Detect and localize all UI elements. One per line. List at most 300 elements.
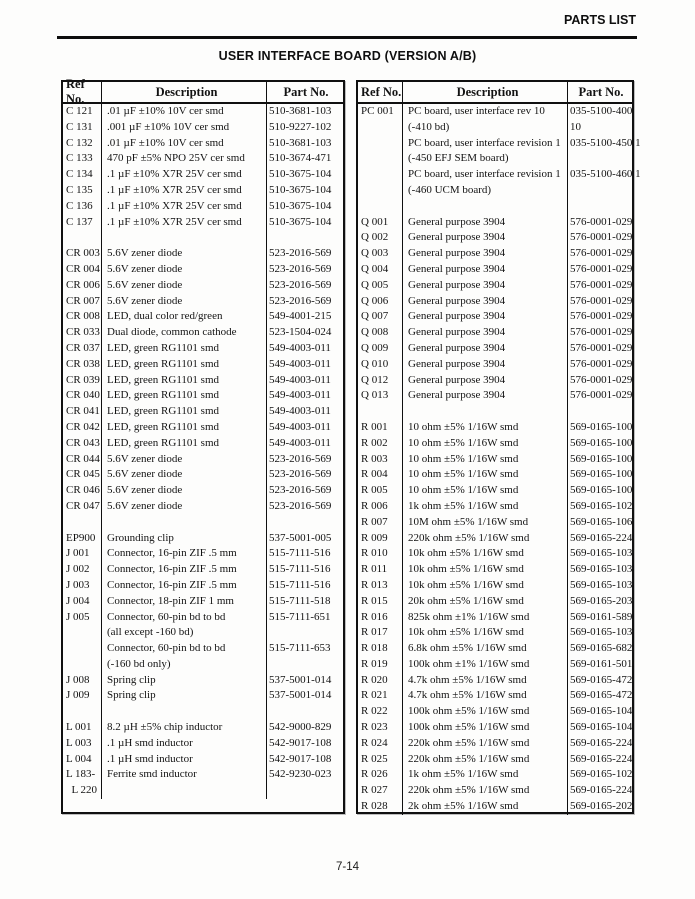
ref-cell: Q 006 bbox=[361, 294, 389, 307]
table-row bbox=[63, 183, 343, 199]
part-cell: 523-2016-569 bbox=[266, 452, 343, 468]
description-cell: General purpose 3904 bbox=[402, 325, 567, 341]
ref-cell: Q 009 bbox=[361, 341, 389, 354]
part-cell: 576-0001-029 bbox=[567, 309, 632, 325]
column-header-ref: Ref No. bbox=[66, 77, 85, 106]
table-body bbox=[63, 104, 343, 799]
ref-cell: R 010 bbox=[361, 547, 388, 560]
table-row bbox=[63, 420, 343, 436]
table-row bbox=[358, 720, 632, 736]
description-cell: 220k ohm ±5% 1/16W smd bbox=[402, 736, 567, 752]
ref-cell bbox=[358, 183, 402, 199]
ref-cell: L 220 bbox=[71, 784, 97, 797]
table-row bbox=[63, 104, 343, 120]
table-row bbox=[358, 199, 632, 215]
part-cell: 515-7111-516 bbox=[266, 546, 343, 562]
description-cell: LED, green RG1101 smd bbox=[101, 420, 266, 436]
ref-cell: Q 005 bbox=[361, 278, 389, 291]
table-row bbox=[358, 546, 632, 562]
table-row bbox=[358, 357, 632, 373]
part-cell: 569-0161-589 bbox=[567, 610, 632, 626]
ref-cell: R 019 bbox=[361, 657, 388, 670]
header-rule bbox=[57, 36, 637, 39]
part-cell: 569-0165-104 bbox=[567, 720, 632, 736]
description-cell: LED, green RG1101 smd bbox=[101, 436, 266, 452]
description-cell: LED, dual color red/green bbox=[101, 309, 266, 325]
description-cell: (-160 bd only) bbox=[101, 657, 266, 673]
ref-cell bbox=[358, 151, 402, 167]
description-cell: LED, green RG1101 smd bbox=[101, 341, 266, 357]
ref-cell: CR 037 bbox=[66, 341, 100, 354]
ref-cell: CR 044 bbox=[66, 452, 100, 465]
ref-cell: Q 001 bbox=[361, 215, 389, 228]
description-cell: 20k ohm ±5% 1/16W smd bbox=[402, 594, 567, 610]
part-cell: 537-5001-005 bbox=[266, 531, 343, 547]
table-row bbox=[63, 278, 343, 294]
description-cell: General purpose 3904 bbox=[402, 341, 567, 357]
part-cell: 569-0165-682 bbox=[567, 641, 632, 657]
description-cell: General purpose 3904 bbox=[402, 294, 567, 310]
description-cell: Spring clip bbox=[101, 688, 266, 704]
part-cell: 569-0165-100 bbox=[567, 467, 632, 483]
description-cell: 10k ohm ±5% 1/16W smd bbox=[402, 625, 567, 641]
part-cell: 542-9230-023 bbox=[266, 767, 343, 783]
part-cell: 515-7111-516 bbox=[266, 578, 343, 594]
table-row bbox=[63, 341, 343, 357]
table-row bbox=[63, 641, 343, 657]
column-header-description: Description bbox=[101, 82, 266, 102]
description-cell: .01 µF ±10% 10V cer smd bbox=[101, 104, 266, 120]
description-cell: 10 ohm ±5% 1/16W smd bbox=[402, 467, 567, 483]
part-cell: 510-3675-104 bbox=[266, 183, 343, 199]
part-cell: 569-0165-102 bbox=[567, 499, 632, 515]
description-cell: Connector, 16-pin ZIF .5 mm bbox=[101, 546, 266, 562]
ref-cell: R 007 bbox=[361, 515, 388, 528]
description-cell: 1k ohm ±5% 1/16W smd bbox=[402, 767, 567, 783]
ref-cell: C 121 bbox=[66, 105, 93, 117]
description-cell: 4.7k ohm ±5% 1/16W smd bbox=[402, 673, 567, 689]
description-cell: 2k ohm ±5% 1/16W smd bbox=[402, 799, 567, 815]
description-cell: General purpose 3904 bbox=[402, 309, 567, 325]
ref-cell: CR 046 bbox=[66, 484, 100, 497]
description-cell: 8.2 µH ±5% chip inductor bbox=[101, 720, 266, 736]
ref-cell bbox=[358, 120, 402, 136]
description-cell: 1k ohm ±5% 1/16W smd bbox=[402, 499, 567, 515]
table-row bbox=[63, 215, 343, 231]
part-cell: 523-2016-569 bbox=[266, 483, 343, 499]
ref-cell: C 133 bbox=[66, 152, 93, 165]
description-cell: General purpose 3904 bbox=[402, 230, 567, 246]
table-header-row bbox=[63, 77, 343, 106]
description-cell bbox=[402, 199, 567, 215]
table-row bbox=[63, 167, 343, 183]
page-number: 7-14 bbox=[335, 861, 360, 873]
table-row bbox=[63, 499, 343, 515]
ref-cell: R 025 bbox=[361, 752, 388, 765]
table-row bbox=[358, 167, 641, 183]
description-cell: General purpose 3904 bbox=[402, 262, 567, 278]
table-row bbox=[63, 531, 343, 547]
part-cell: 576-0001-029 bbox=[567, 341, 632, 357]
part-cell bbox=[266, 625, 343, 641]
table-row bbox=[63, 704, 343, 720]
ref-cell: J 004 bbox=[66, 594, 90, 607]
ref-cell: R 006 bbox=[361, 499, 388, 512]
table-row bbox=[358, 736, 632, 752]
ref-cell: C 137 bbox=[66, 215, 93, 228]
description-cell: .1 µF ±10% X7R 25V cer smd bbox=[101, 183, 266, 199]
part-cell: 515-7111-651 bbox=[266, 610, 343, 626]
ref-cell: L 004 bbox=[66, 752, 92, 765]
table-row bbox=[63, 720, 343, 736]
ref-cell: Q 013 bbox=[361, 389, 389, 402]
table-row bbox=[358, 752, 632, 768]
description-cell: 470 pF ±5% NPO 25V cer smd bbox=[101, 151, 266, 167]
description-cell: PC board, user interface rev 10 bbox=[402, 104, 567, 120]
part-cell: 510-3675-104 bbox=[266, 167, 343, 183]
ref-cell: L 183- bbox=[66, 768, 96, 781]
part-cell: 549-4003-011 bbox=[266, 388, 343, 404]
table-row bbox=[63, 562, 343, 578]
ref-cell: C 134 bbox=[66, 168, 93, 181]
table-row bbox=[63, 783, 343, 799]
part-cell: 10 bbox=[567, 120, 632, 136]
description-cell: PC board, user interface revision 1 bbox=[402, 136, 567, 152]
part-cell: 537-5001-014 bbox=[266, 688, 343, 704]
ref-cell: R 015 bbox=[361, 594, 388, 607]
ref-cell: CR 038 bbox=[66, 357, 100, 370]
ref-cell: Q 008 bbox=[361, 326, 389, 339]
description-cell: Dual diode, common cathode bbox=[101, 325, 266, 341]
table-row bbox=[358, 230, 632, 246]
part-cell: 569-0161-501 bbox=[567, 657, 632, 673]
part-cell: 576-0001-029 bbox=[567, 373, 632, 389]
page-title: USER INTERFACE BOARD (VERSION A/B) bbox=[218, 49, 477, 63]
part-cell: 510-3681-103 bbox=[266, 104, 343, 120]
ref-cell: CR 043 bbox=[66, 436, 100, 449]
description-cell: 10 ohm ±5% 1/16W smd bbox=[402, 420, 567, 436]
part-cell: 576-0001-029 bbox=[567, 325, 632, 341]
description-cell: (-410 bd) bbox=[402, 120, 567, 136]
part-cell: 523-2016-569 bbox=[266, 467, 343, 483]
table-row bbox=[63, 546, 343, 562]
table-row bbox=[358, 515, 632, 531]
part-cell: 523-2016-569 bbox=[266, 262, 343, 278]
part-cell: 523-2016-569 bbox=[266, 246, 343, 262]
part-cell: 523-1504-024 bbox=[266, 325, 343, 341]
description-cell: LED, green RG1101 smd bbox=[101, 373, 266, 389]
description-cell: (-460 UCM board) bbox=[402, 183, 567, 199]
table-row bbox=[358, 262, 632, 278]
description-cell: 220k ohm ±5% 1/16W smd bbox=[402, 783, 567, 799]
ref-cell bbox=[63, 704, 101, 720]
table-row bbox=[63, 625, 343, 641]
table-row bbox=[358, 641, 632, 657]
table-row bbox=[358, 625, 632, 641]
part-cell: 576-0001-029 bbox=[567, 215, 632, 231]
ref-cell: R 009 bbox=[361, 531, 388, 544]
description-cell: LED, green RG1101 smd bbox=[101, 357, 266, 373]
description-cell: 10 ohm ±5% 1/16W smd bbox=[402, 452, 567, 468]
ref-cell: PC 001 bbox=[361, 105, 394, 117]
part-cell: 569-0165-224 bbox=[567, 531, 632, 547]
part-cell: 035-5100-460 1 bbox=[567, 167, 641, 183]
ref-cell: EP900 bbox=[66, 531, 96, 544]
table-row bbox=[63, 294, 343, 310]
part-cell: 569-0165-100 bbox=[567, 483, 632, 499]
description-cell: 100k ohm ±5% 1/16W smd bbox=[402, 704, 567, 720]
table-row bbox=[63, 357, 343, 373]
part-cell: 569-0165-203 bbox=[567, 594, 632, 610]
part-cell: 510-3681-103 bbox=[266, 136, 343, 152]
ref-cell: R 003 bbox=[361, 452, 388, 465]
ref-cell bbox=[63, 641, 101, 657]
ref-cell: Q 004 bbox=[361, 262, 389, 275]
part-cell: 537-5001-014 bbox=[266, 673, 343, 689]
table-body bbox=[358, 104, 641, 815]
description-cell: General purpose 3904 bbox=[402, 278, 567, 294]
table-row bbox=[63, 120, 343, 136]
ref-cell: CR 045 bbox=[66, 468, 100, 481]
ref-cell: J 001 bbox=[66, 547, 90, 560]
table-row bbox=[358, 404, 632, 420]
table-row bbox=[358, 215, 632, 231]
table-row bbox=[358, 104, 632, 120]
ref-cell: CR 040 bbox=[66, 389, 100, 402]
description-cell: 4.7k ohm ±5% 1/16W smd bbox=[402, 688, 567, 704]
description-cell: .1 µF ±10% X7R 25V cer smd bbox=[101, 199, 266, 215]
part-cell: 576-0001-029 bbox=[567, 246, 632, 262]
part-cell bbox=[567, 151, 632, 167]
part-cell: 515-7111-516 bbox=[266, 562, 343, 578]
description-cell: 5.6V zener diode bbox=[101, 246, 266, 262]
part-cell: 569-0165-472 bbox=[567, 688, 632, 704]
part-cell: 569-0165-106 bbox=[567, 515, 632, 531]
ref-cell: Q 002 bbox=[361, 231, 389, 244]
ref-cell: CR 033 bbox=[66, 326, 100, 339]
description-cell: General purpose 3904 bbox=[402, 246, 567, 262]
table-row bbox=[358, 294, 632, 310]
part-cell: 035-5100-400 bbox=[567, 104, 632, 120]
part-cell bbox=[266, 704, 343, 720]
table-row bbox=[63, 452, 343, 468]
table-row bbox=[358, 673, 632, 689]
table-row bbox=[358, 436, 632, 452]
ref-cell: L 001 bbox=[66, 721, 92, 734]
ref-cell: CR 047 bbox=[66, 499, 100, 512]
part-cell: 569-0165-102 bbox=[567, 767, 632, 783]
ref-cell: CR 006 bbox=[66, 278, 100, 291]
table-row bbox=[63, 657, 343, 673]
description-cell: Connector, 18-pin ZIF 1 mm bbox=[101, 594, 266, 610]
table-row bbox=[358, 341, 632, 357]
part-cell: 549-4003-011 bbox=[266, 373, 343, 389]
part-cell: 542-9017-108 bbox=[266, 752, 343, 768]
page-header-label: PARTS LIST bbox=[564, 13, 636, 27]
description-cell: 10 ohm ±5% 1/16W smd bbox=[402, 436, 567, 452]
table-row bbox=[358, 783, 632, 799]
ref-cell: J 005 bbox=[66, 610, 90, 623]
part-cell: 510-9227-102 bbox=[266, 120, 343, 136]
ref-cell bbox=[358, 404, 402, 420]
ref-cell: Q 012 bbox=[361, 373, 389, 386]
ref-cell: CR 004 bbox=[66, 262, 100, 275]
table-row bbox=[358, 483, 632, 499]
description-cell: 5.6V zener diode bbox=[101, 499, 266, 515]
part-cell: 510-3675-104 bbox=[266, 215, 343, 231]
ref-cell: R 028 bbox=[361, 800, 388, 813]
table-row bbox=[63, 151, 343, 167]
description-cell: 5.6V zener diode bbox=[101, 467, 266, 483]
part-cell: 549-4003-011 bbox=[266, 404, 343, 420]
part-cell bbox=[266, 515, 343, 531]
table-row bbox=[63, 610, 343, 626]
part-cell: 510-3675-104 bbox=[266, 199, 343, 215]
ref-cell bbox=[63, 515, 101, 531]
ref-cell: CR 042 bbox=[66, 420, 100, 433]
description-cell: .1 µH smd inductor bbox=[101, 752, 266, 768]
ref-cell bbox=[63, 625, 101, 641]
ref-cell: Q 003 bbox=[361, 247, 389, 260]
description-cell bbox=[101, 515, 266, 531]
part-cell bbox=[266, 230, 343, 246]
part-cell: 569-0165-103 bbox=[567, 546, 632, 562]
table-row bbox=[358, 531, 632, 547]
part-cell: 549-4001-215 bbox=[266, 309, 343, 325]
description-cell: LED, green RG1101 smd bbox=[101, 404, 266, 420]
ref-cell: CR 041 bbox=[66, 405, 100, 418]
part-cell: 569-0165-103 bbox=[567, 562, 632, 578]
ref-cell: J 002 bbox=[66, 563, 90, 576]
part-cell: 569-0165-100 bbox=[567, 436, 632, 452]
ref-cell: R 001 bbox=[361, 420, 388, 433]
part-cell: 549-4003-011 bbox=[266, 420, 343, 436]
description-cell: (all except -160 bd) bbox=[101, 625, 266, 641]
part-cell: 569-0165-103 bbox=[567, 578, 632, 594]
description-cell: 5.6V zener diode bbox=[101, 452, 266, 468]
description-cell bbox=[101, 230, 266, 246]
ref-cell: L 003 bbox=[66, 736, 92, 749]
column-header-ref: Ref No. bbox=[361, 84, 402, 99]
table-row bbox=[358, 120, 632, 136]
table-row bbox=[63, 736, 343, 752]
table-row bbox=[358, 183, 632, 199]
table-row bbox=[358, 246, 632, 262]
ref-cell bbox=[358, 136, 402, 152]
ref-cell: C 136 bbox=[66, 199, 93, 212]
ref-cell bbox=[63, 230, 101, 246]
table-row bbox=[358, 373, 632, 389]
table-row bbox=[358, 309, 632, 325]
description-cell bbox=[101, 704, 266, 720]
table-row bbox=[358, 610, 632, 626]
description-cell: Ferrite smd inductor bbox=[101, 767, 266, 783]
ref-cell: CR 039 bbox=[66, 373, 100, 386]
description-cell: 220k ohm ±5% 1/16W smd bbox=[402, 531, 567, 547]
part-cell: 515-7111-518 bbox=[266, 594, 343, 610]
table-row bbox=[358, 562, 632, 578]
column-header-part: Part No. bbox=[567, 82, 632, 102]
table-row bbox=[63, 404, 343, 420]
part-cell: 569-0165-224 bbox=[567, 752, 632, 768]
part-cell: 576-0001-029 bbox=[567, 388, 632, 404]
part-cell: 569-0165-224 bbox=[567, 736, 632, 752]
ref-cell: J 003 bbox=[66, 578, 90, 591]
ref-cell: R 013 bbox=[361, 578, 388, 591]
ref-cell: C 132 bbox=[66, 136, 93, 149]
table-row bbox=[358, 767, 632, 783]
description-cell: PC board, user interface revision 1 bbox=[402, 167, 567, 183]
description-cell: (-450 EFJ SEM board) bbox=[402, 151, 567, 167]
parts-table-right bbox=[356, 80, 641, 814]
part-cell: 549-4003-011 bbox=[266, 436, 343, 452]
description-cell: 100k ohm ±5% 1/16W smd bbox=[402, 720, 567, 736]
table-row bbox=[63, 388, 343, 404]
part-cell bbox=[567, 199, 632, 215]
parts-table-left bbox=[61, 77, 345, 814]
part-cell: 549-4003-011 bbox=[266, 341, 343, 357]
ref-cell: C 131 bbox=[66, 120, 93, 133]
column-header-description: Description bbox=[402, 82, 567, 102]
part-cell: 569-0165-224 bbox=[567, 783, 632, 799]
description-cell: Spring clip bbox=[101, 673, 266, 689]
description-cell: Connector, 16-pin ZIF .5 mm bbox=[101, 562, 266, 578]
table-row bbox=[358, 467, 632, 483]
part-cell: 576-0001-029 bbox=[567, 278, 632, 294]
ref-cell: R 004 bbox=[361, 468, 388, 481]
description-cell: 100k ohm ±1% 1/16W smd bbox=[402, 657, 567, 673]
table-row bbox=[358, 452, 632, 468]
ref-cell: R 011 bbox=[361, 563, 388, 576]
table-row bbox=[63, 136, 343, 152]
table-row bbox=[63, 578, 343, 594]
description-cell: 10M ohm ±5% 1/16W smd bbox=[402, 515, 567, 531]
description-cell: 825k ohm ±1% 1/16W smd bbox=[402, 610, 567, 626]
part-cell: 542-9017-108 bbox=[266, 736, 343, 752]
table-row bbox=[358, 799, 632, 815]
table-row bbox=[358, 688, 632, 704]
ref-cell: R 016 bbox=[361, 610, 388, 623]
part-cell bbox=[266, 783, 343, 799]
ref-cell: R 027 bbox=[361, 784, 388, 797]
table-row bbox=[358, 325, 632, 341]
description-cell: .001 µF ±10% 10V cer smd bbox=[101, 120, 266, 136]
description-cell: 10 ohm ±5% 1/16W smd bbox=[402, 483, 567, 499]
table-row bbox=[63, 515, 343, 531]
table-row bbox=[358, 420, 632, 436]
description-cell: 10k ohm ±5% 1/16W smd bbox=[402, 546, 567, 562]
table-row bbox=[358, 151, 632, 167]
part-cell: 035-5100-450 1 bbox=[567, 136, 641, 152]
part-cell: 576-0001-029 bbox=[567, 262, 632, 278]
ref-cell: Q 010 bbox=[361, 357, 389, 370]
table-row bbox=[63, 199, 343, 215]
part-cell: 510-3674-471 bbox=[266, 151, 343, 167]
description-cell: General purpose 3904 bbox=[402, 373, 567, 389]
table-row bbox=[63, 373, 343, 389]
table-row bbox=[63, 483, 343, 499]
ref-cell: R 018 bbox=[361, 642, 388, 655]
description-cell: 5.6V zener diode bbox=[101, 294, 266, 310]
part-cell: 542-9000-829 bbox=[266, 720, 343, 736]
description-cell: 10k ohm ±5% 1/16W smd bbox=[402, 562, 567, 578]
table-row bbox=[358, 657, 632, 673]
part-cell: 569-0165-202 bbox=[567, 799, 632, 815]
part-cell: 515-7111-653 bbox=[266, 641, 343, 657]
ref-cell bbox=[63, 657, 101, 673]
part-cell: 569-0165-100 bbox=[567, 452, 632, 468]
description-cell: 6.8k ohm ±5% 1/16W smd bbox=[402, 641, 567, 657]
